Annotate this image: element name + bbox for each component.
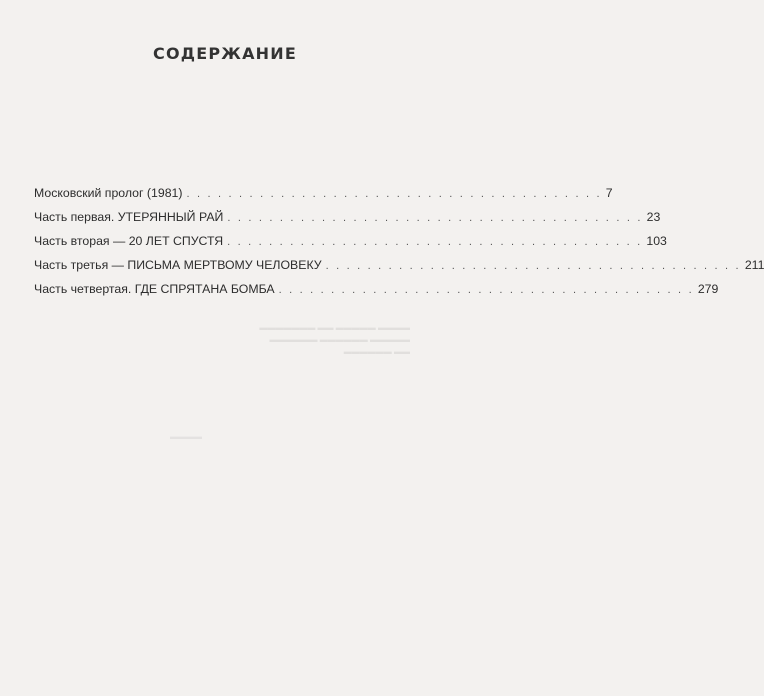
toc-entry-title: Часть вторая — 20 ЛЕТ СПУСТЯ	[34, 234, 224, 248]
table-of-contents	[34, 186, 764, 306]
toc-leader-dots: . . . . . . . . . . . . . . . . . . . . . . . . . . . . . . . . . . . . . . . .	[227, 236, 643, 248]
toc-entry-page: 279	[697, 282, 719, 296]
toc-leader-dots: . . . . . . . . . . . . . . . . . . . . . . . . . . . . . . . . . . . . . . . .	[278, 284, 694, 296]
page-heading: СОДЕРЖАНИЕ	[153, 44, 297, 63]
toc-entry	[34, 234, 667, 258]
show-through-text: ▬▬▬▬ ▬▬▬▬▬ ▬▬ ▬▬▬▬▬▬▬ ▬▬▬▬▬ ▬▬▬▬▬▬ ▬▬▬▬▬▬ ▬▬ ▬▬▬▬▬▬	[259, 323, 410, 356]
toc-leader-dots: . . . . . . . . . . . . . . . . . . . . . . . . . . . . . . . . . . . . . . . .	[186, 188, 602, 200]
toc-entry-title: Часть четвертая. ГДЕ СПРЯТАНА БОМБА	[34, 282, 275, 296]
toc-entry-title: Часть третья — ПИСЬМА МЕРТВОМУ ЧЕЛОВЕКУ	[34, 258, 322, 272]
toc-entry-page: 7	[605, 186, 613, 200]
toc-entry-title: Часть первая. УТЕРЯННЫЙ РАЙ	[34, 210, 224, 224]
toc-entry	[34, 258, 764, 282]
toc-leader-dots: . . . . . . . . . . . . . . . . . . . . . . . . . . . . . . . . . . . . . . . .	[227, 212, 643, 224]
toc-entry	[34, 210, 661, 234]
toc-entry-title: Московский пролог (1981)	[34, 186, 183, 200]
show-through-mark: ▬▬▬▬	[170, 432, 202, 441]
toc-entry-page: 103	[646, 234, 667, 248]
toc-entry	[34, 186, 613, 210]
toc-entry-page: 211	[744, 258, 764, 272]
toc-leader-dots: . . . . . . . . . . . . . . . . . . . . . . . . . . . . . . . . . . . . . . . .	[325, 260, 741, 272]
toc-entry-page: 23	[646, 210, 661, 224]
toc-entry	[34, 282, 719, 306]
